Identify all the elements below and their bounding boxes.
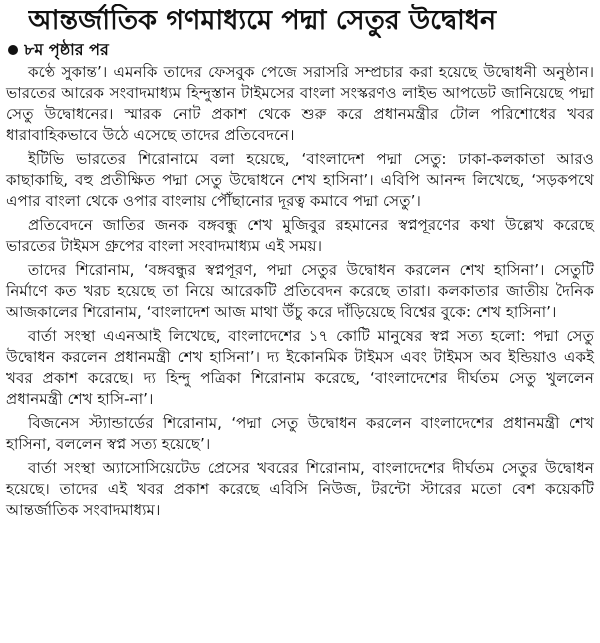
article-paragraph: ইটিভি ভারতের শিরোনামে বলা হয়েছে, ‘বাংলাদেশ পদ্মা সেতু: ঢাকা-কলকাতা আরও কাছাকাছি, বহু প্রতীক্ষিত পদ্মা সেতু উদ্বোধনে শেখ হাসিনা’। এবিপি আনন্দ লিখেছে, ‘সড়কপথে এপার বাংলা থেকে ওপার বাংলায় পৌঁছানোর দূরত্ব কমাবে পদ্মা সেতু’। (6, 150, 594, 210)
article-paragraph: বিজনেস স্ট্যান্ডার্ডের শিরোনাম, ‘পদ্মা সেতু উদ্বোধন করলেন বাংলাদেশের প্রধানমন্ত্রী শেখ হাসিনা, বললেন স্বপ্ন সত্য হয়েছে’। (6, 414, 594, 453)
headline: আন্তর্জাতিক গণমাধ্যমে পদ্মা সেতুর উদ্বোধন (28, 5, 497, 36)
article-paragraph: বার্তা সংস্থা এএনআই লিখেছে, বাংলাদেশের ১৭ কোটি মানুষের স্বপ্ন সত্য হলো: পদ্মা সেতু উদ্বোধন করলেন প্রধানমন্ত্রী শেখ হাসিনা’। দ্য ইকোনমিক টাইমস এবং টাইমস অব ইন্ডিয়াও একই খবর প্রকাশ করেছে। দ্য হিন্দু পত্রিকা শিরোনাম করেছে, ‘বাংলাদেশের দীর্ঘতম সেতু খুললেন প্রধানমন্ত্রী শেখ হাসি-না’। (6, 327, 594, 408)
article-paragraph: প্রতিবেদনে জাতির জনক বঙ্গবন্ধু শেখ মুজিবুর রহমানের স্বপ্নপূরণের কথা উল্লেখ করেছে ভারতের টাইমস গ্রুপের বাংলা সংবাদমাধ্যম এই সময়। (6, 216, 594, 255)
article-paragraph: বার্তা সংস্থা অ্যাসোসিয়েটেড প্রেসের খবরের শিরোনাম, বাংলাদেশের দীর্ঘতম সেতুর উদ্বোধন হয়েছে। তাদের এই খবর প্রকাশ করেছে এবিসি নিউজ, টরন্টো স্টারের মতো বেশ কয়েকটি আন্তর্জাতিক সংবাদমাধ্যম। (6, 459, 594, 519)
continued-from-line (8, 40, 594, 60)
article-paragraph: তাদের শিরোনাম, ‘বঙ্গবন্ধুর স্বপ্নপূরণ, পদ্মা সেতুর উদ্বোধন করলেন শেখ হাসিনা’। সেতুটি নির্মাণে কত খরচ হয়েছে তা নিয়ে আরেকটি প্রতিবেদন করেছে তারা। কলকাতার জাতীয় দৈনিক আজকালের শিরোনাম, ‘বাংলাদেশ আজ মাথা উঁচু করে দাঁড়িয়েছে বিশ্বের বুকে: শেখ হাসিনা’। (6, 261, 594, 321)
bullet-icon (8, 45, 18, 55)
article-paragraph: কণ্ঠে সুকান্ত’। এমনকি তাদের ফেসবুক পেজে সরাসরি সম্প্রচার করা হয়েছে উদ্বোধনী অনুষ্ঠান। ভারতের আরেক সংবাদমাধ্যম হিন্দুস্তান টাইমসের বাংলা সংস্করণও লাইভ আপডেট জানিয়েছে পদ্মা সেতু উদ্বোধনের। স্মারক নোট প্রকাশ থেকে শুরু করে প্রধানমন্ত্রীর টোল পরিশোধের খবর ধারাবাহিকভাবে উঠে এসেছে তাদের প্রতিবেদনে। (6, 63, 594, 144)
continued-from-label: ৮ম পৃষ্ঠার পর (24, 40, 109, 59)
article-body (6, 62, 594, 521)
